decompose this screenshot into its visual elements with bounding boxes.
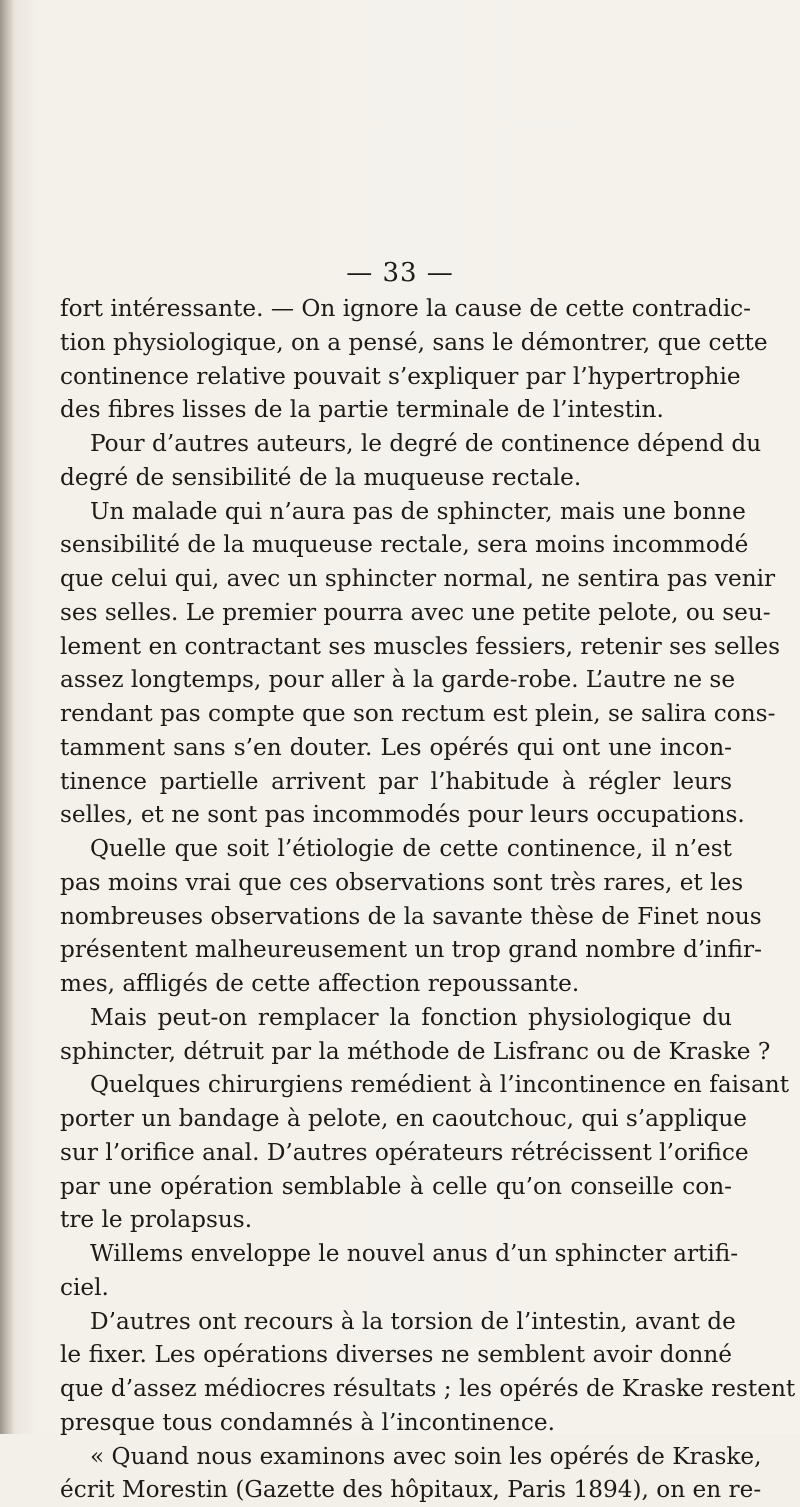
text-line: assez longtemps, pour aller à la garde-robe. L’autre ne se xyxy=(60,666,736,694)
text-line: fort intéressante. — On ignore la cause de cette contradic- xyxy=(60,295,751,322)
text-line: sur l’orifice anal. D’autres opérateurs rétrécissent l’orifice xyxy=(60,1138,749,1166)
text-line: degré de sensibilité de la muqueuse rectale. xyxy=(60,463,582,491)
text-line: selles, et ne sont pas incommodés pour leurs occupations. xyxy=(60,801,745,829)
page-binding-edge xyxy=(0,0,14,1434)
text-line: nombreuses observations de la savante thèse de Finet nous xyxy=(60,902,762,930)
text-line: sensibilité de la muqueuse rectale, sera moins incommodé xyxy=(60,531,749,559)
text-line: sphincter, détruit par la méthode de Lisfranc ou de Kraske ? xyxy=(60,1037,771,1065)
text-line: rendant pas compte que son rectum est plein, se salira cons- xyxy=(60,700,776,727)
text-line: tre le prolapsus. xyxy=(60,1206,253,1234)
text-line: pas moins vrai que ces observations sont très rares, et les xyxy=(60,868,744,896)
text-line: ses selles. Le premier pourra avec une petite pelote, ou seu- xyxy=(60,598,771,626)
text-line: écrit Morestin (Gazette des hôpitaux, Paris 1894), on en re- xyxy=(60,1476,762,1504)
text-line: Quelle que soit l’étiologie de cette continence, il n’est xyxy=(90,835,732,862)
text-line: que celui qui, avec un sphincter normal, ne sentira pas venir xyxy=(60,565,776,592)
text-line: mes, affligés de cette affection repoussante. xyxy=(60,970,580,997)
text-line: tion physiologique, on a pensé, sans le démontrer, que cette xyxy=(60,328,768,356)
text-line: ciel. xyxy=(60,1273,109,1301)
body-text xyxy=(60,292,796,1507)
text-line: présentent malheureusement un trop grand nombre d’infir- xyxy=(60,936,762,964)
text-line: le fixer. Les opérations diverses ne semblent avoir donné xyxy=(60,1341,732,1369)
text-line: porter un bandage à pelote, en caoutchouc, qui s’applique xyxy=(60,1105,748,1132)
text-line: Un malade qui n’aura pas de sphincter, mais une bonne xyxy=(90,497,746,525)
text-line: D’autres ont recours à la torsion de l’intestin, avant de xyxy=(90,1307,736,1335)
text-line: des fibres lisses de la partie terminale de l’intestin. xyxy=(60,396,664,424)
text-line: Mais peut-on remplacer la fonction physiologique du xyxy=(90,1003,732,1031)
text-line: Willems enveloppe le nouvel anus d’un sphincter artifi- xyxy=(90,1240,739,1267)
text-line: Quelques chirurgiens remédient à l’incontinence en faisant xyxy=(90,1071,790,1099)
text-line: presque tous condamnés à l’incontinence. xyxy=(60,1408,555,1436)
text-line: lement en contractant ses muscles fessiers, retenir ses selles xyxy=(60,632,781,660)
page-number: — 33 — xyxy=(346,258,454,288)
text-line: tamment sans s’en douter. Les opérés qui ont une incon- xyxy=(60,733,732,761)
text-line: tinence partielle arrivent par l’habitude à régler leurs xyxy=(60,767,732,795)
text-line: par une opération semblable à celle qu’on conseille con- xyxy=(60,1172,732,1200)
text-line: que d’assez médiocres résultats ; les opérés de Kraske restent xyxy=(60,1375,796,1402)
text-line: continence relative pouvait s’expliquer par l’hypertrophie xyxy=(60,362,741,390)
text-line: « Quand nous examinons avec soin les opérés de Kraske, xyxy=(90,1442,762,1470)
text-line: Pour d’autres auteurs, le degré de continence dépend du xyxy=(90,430,762,457)
